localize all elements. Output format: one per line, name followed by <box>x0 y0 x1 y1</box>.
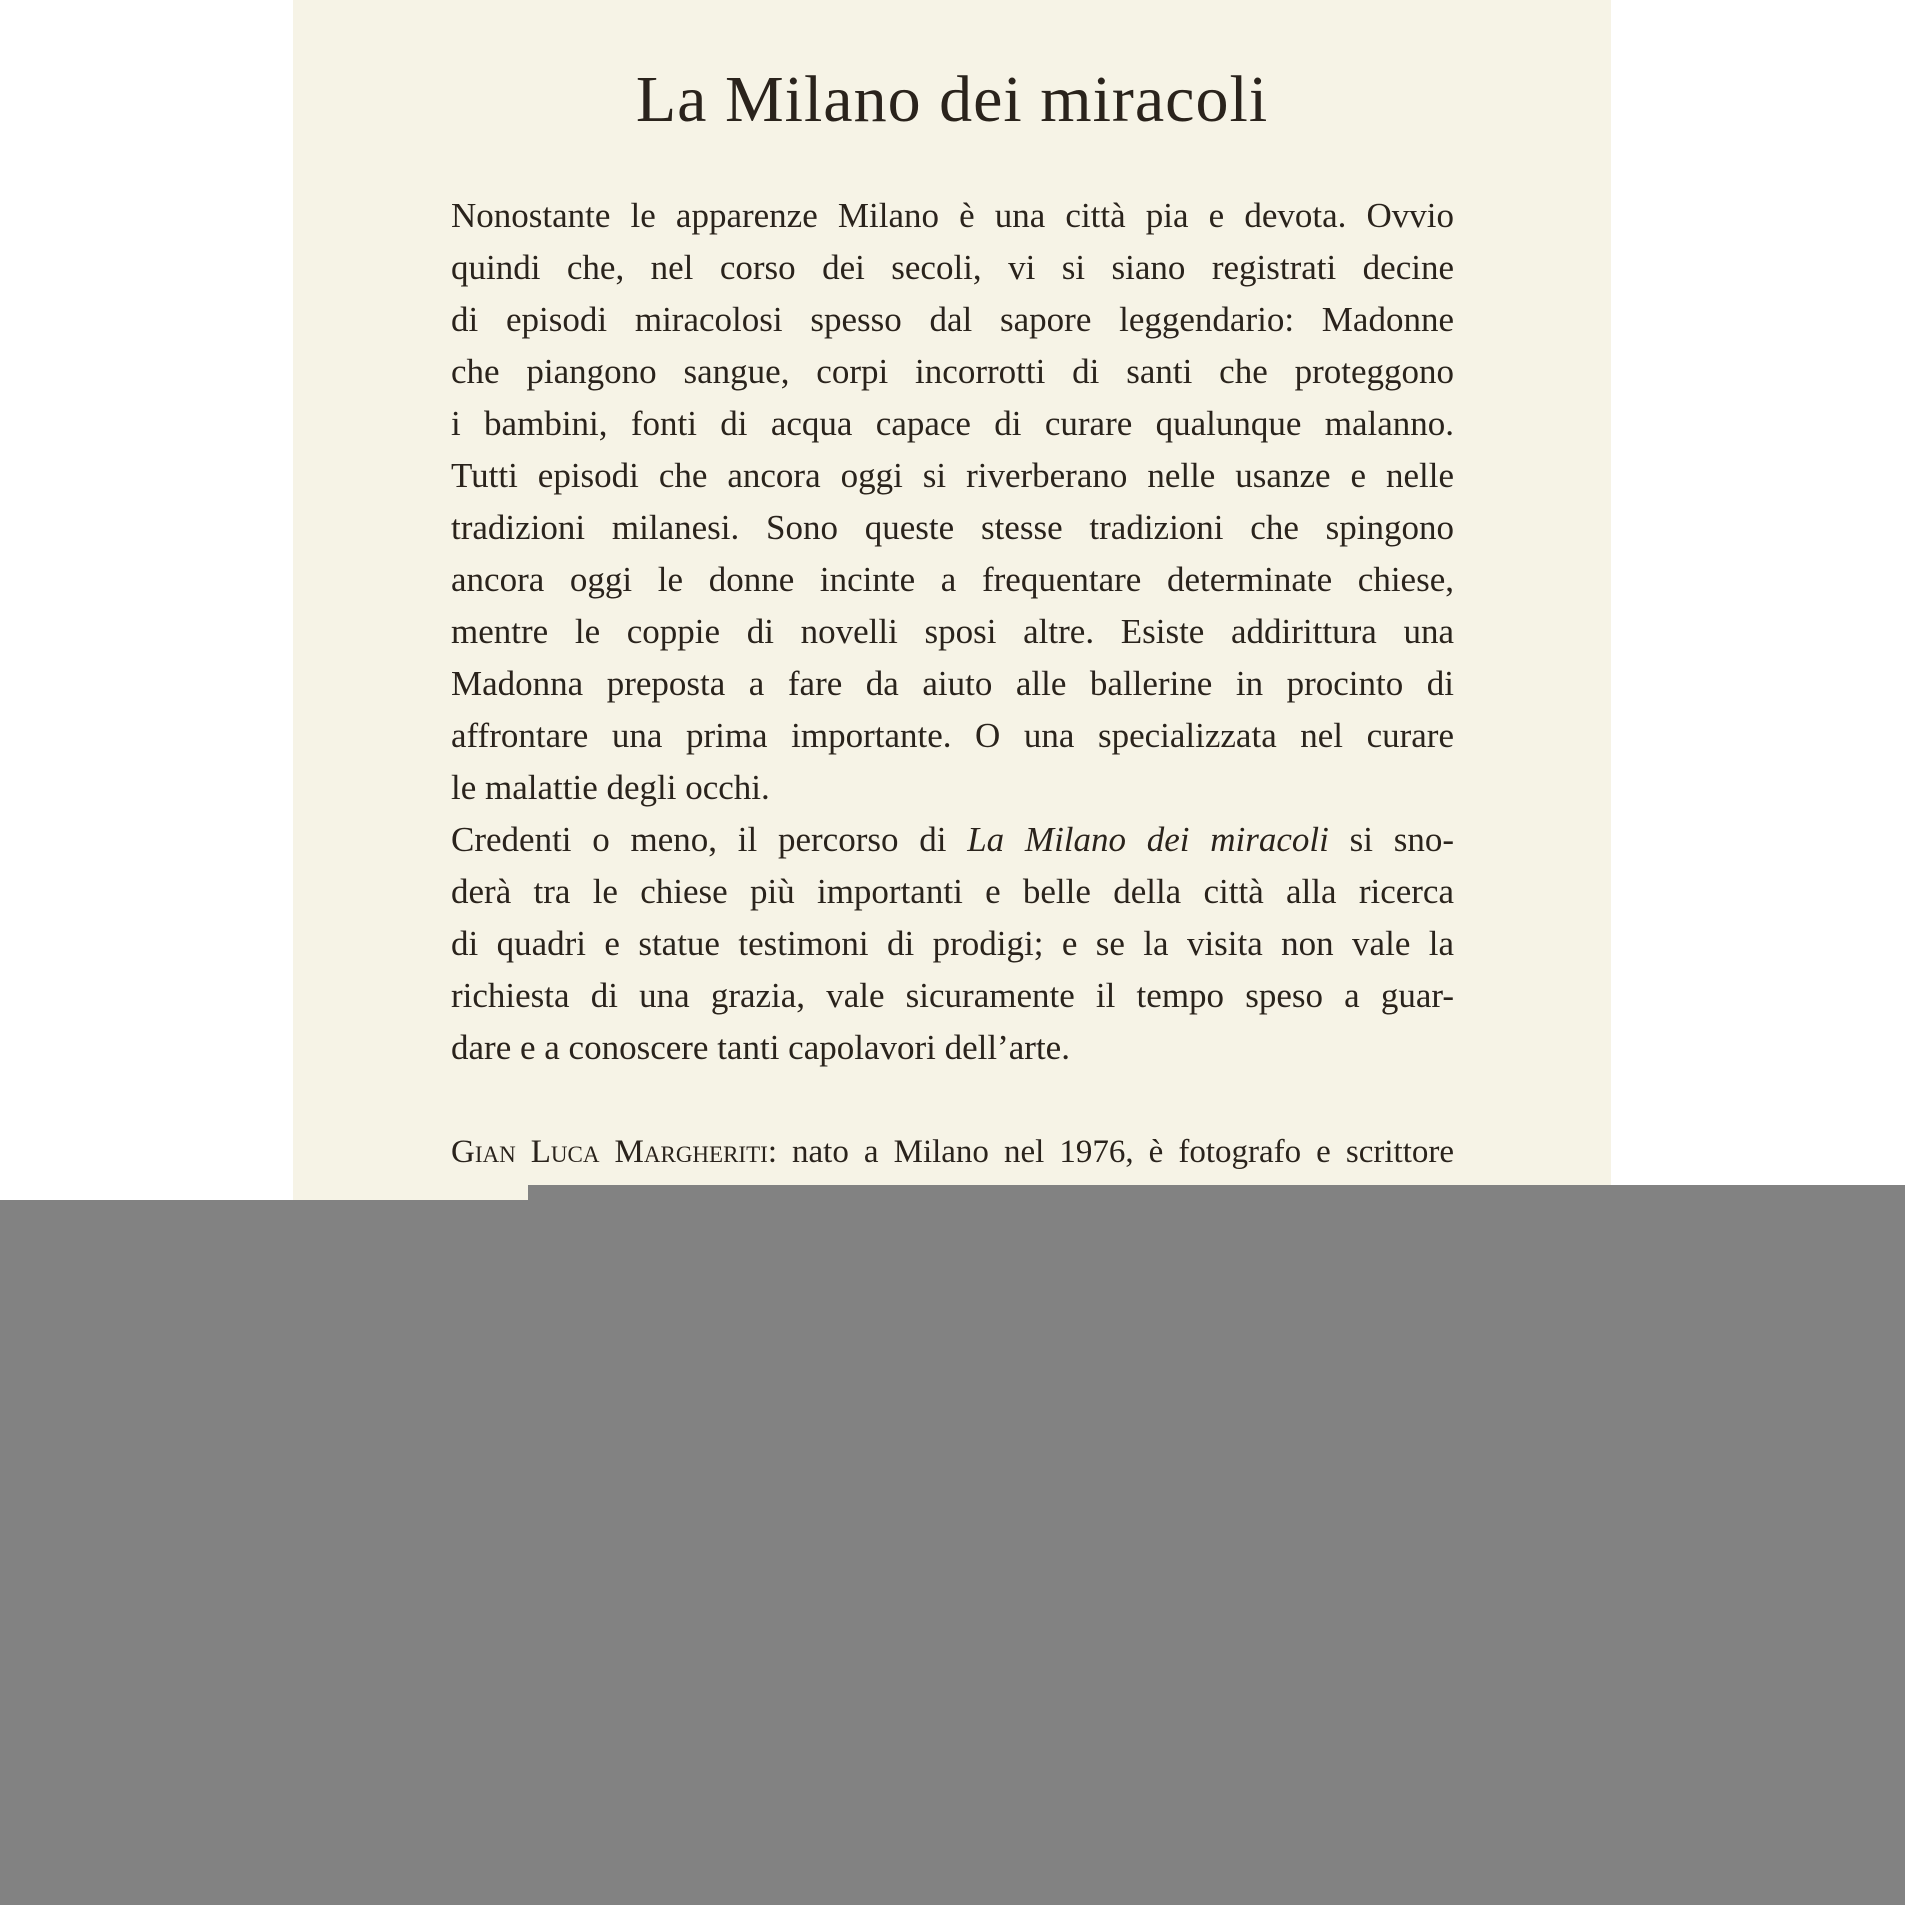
text-line: derà tra le chiese più importanti e belle della città alla ricerca <box>451 872 1454 911</box>
text-line: ancora oggi le donne incinte a frequentare determinate chiese, <box>451 560 1454 599</box>
book-title: La Milano dei miracoli <box>635 63 1269 136</box>
author-name: Gian Luca Margheriti <box>451 1134 768 1170</box>
text-line: i bambini, fonti di acqua capace di curare qualunque malanno. <box>451 404 1454 443</box>
author-bio-text: : nato a Milano nel 1976, è fotografo e scrittore <box>767 1134 1454 1170</box>
text-line: Nonostante le apparenze Milano è una città pia e devota. Ovvio <box>451 196 1454 235</box>
text-line: le malattie degli occhi. <box>451 768 770 807</box>
text-line: Madonna preposta a fare da aiuto alle ballerine in procinto di <box>451 664 1454 703</box>
text-line: Tutti episodi che ancora oggi si riverberano nelle usanze e nelle <box>451 456 1454 495</box>
text-line: dare e a conoscere tanti capolavori dell’arte. <box>451 1028 1070 1067</box>
occluding-overlay <box>0 1200 1905 1905</box>
text-line <box>451 814 1454 866</box>
text-segment: Credenti o meno, il percorso di <box>451 820 947 859</box>
italic-title: La Milano dei miracoli <box>967 820 1329 859</box>
description-text <box>451 190 1454 1074</box>
text-line: che piangono sangue, corpi incorrotti di santi che proteggono <box>451 352 1454 391</box>
text-line: affrontare una prima importante. O una specializzata nel curare <box>451 716 1454 755</box>
text-line: tradizioni milanesi. Sono queste stesse tradizioni che spingono <box>451 508 1454 547</box>
text-segment: si sno- <box>1349 820 1455 859</box>
author-bio <box>451 1126 1454 1178</box>
text-line: richiesta di una grazia, vale sicuramente il tempo speso a guar- <box>451 976 1454 1015</box>
text-line: di quadri e statue testimoni di prodigi; e se la visita non vale la <box>451 924 1454 963</box>
text-line: di episodi miracolosi spesso dal sapore leggendario: Madonne <box>451 300 1454 339</box>
text-line: mentre le coppie di novelli sposi altre. Esiste addirittura una <box>451 612 1454 651</box>
text-line: quindi che, nel corso dei secoli, vi si siano registrati decine <box>451 248 1454 287</box>
